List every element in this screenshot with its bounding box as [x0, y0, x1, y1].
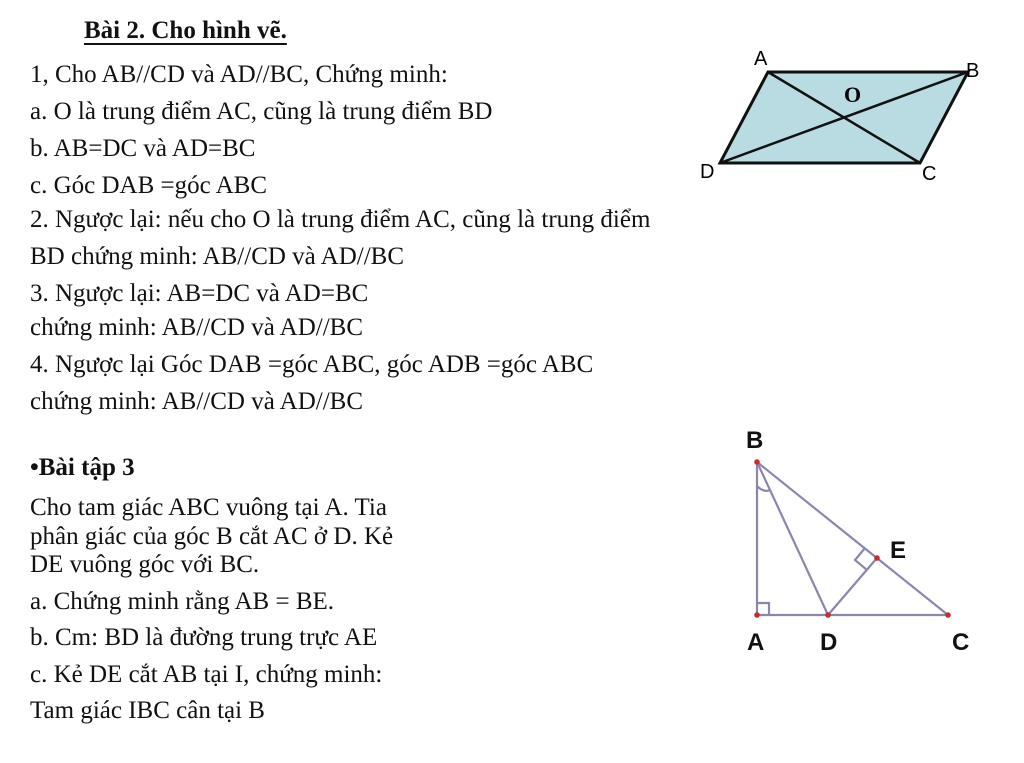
bai3-line-1: Cho tam giác ABC vuông tại A. Tia — [30, 494, 387, 521]
bai2-line-10: chứng minh: AB//CD và AD//BC — [30, 388, 364, 415]
bai2-line-1: 1, Cho AB//CD và AD//BC, Chứng minh: — [30, 61, 448, 88]
label-point-a: A — [754, 48, 768, 70]
label-point-b: B — [966, 60, 980, 82]
label-point-b: B — [746, 427, 764, 454]
point-c — [945, 612, 951, 618]
right-angle-mark-e — [855, 548, 867, 570]
point-d — [825, 612, 831, 618]
segment-bd — [757, 462, 828, 615]
segment-bc — [757, 462, 948, 615]
bai3-line-7: Tam giác IBC cân tại B — [30, 697, 265, 724]
label-point-e: E — [890, 537, 907, 564]
label-point-d: D — [820, 629, 838, 656]
parallelogram-figure — [690, 40, 1000, 190]
label-point-c: C — [922, 163, 937, 185]
label-point-a: A — [747, 629, 765, 656]
point-a — [754, 612, 760, 618]
label-point-o: O — [844, 82, 862, 107]
right-triangle-figure — [730, 420, 1000, 660]
bai3-line-5: b. Cm: BD là đường trung trực AE — [30, 624, 378, 651]
point-b — [754, 459, 760, 465]
bai2-line-9: 4. Ngược lại Góc DAB =góc ABC, góc ADB =góc ABC — [30, 351, 594, 378]
bai2-line-7: 3. Ngược lại: AB=DC và AD=BC — [30, 280, 369, 307]
bai3-line-6: c. Kẻ DE cắt AB tại I, chứng minh: — [30, 661, 383, 688]
point-e — [874, 555, 880, 561]
bai2-title: Bài 2. Cho hình vẽ. — [84, 17, 287, 44]
bai2-line-4: c. Góc DAB =góc ABC — [30, 172, 267, 199]
bai2-line-5: 2. Ngược lại: nếu cho O là trung điểm AC, cũng là trung điểm — [30, 206, 651, 233]
bai2-line-6: BD chứng minh: AB//CD và AD//BC — [30, 243, 404, 270]
bai2-line-8: chứng minh: AB//CD và AD//BC — [30, 314, 364, 341]
bai3-title: •Bài tập 3 — [30, 454, 135, 481]
bai2-line-3: b. AB=DC và AD=BC — [30, 135, 256, 162]
bai3-line-3: DE vuông góc với BC. — [30, 551, 260, 578]
segment-de — [828, 558, 877, 615]
bai3-line-2: phân giác của góc B cắt AC ở D. Kẻ — [30, 523, 394, 550]
label-point-d: D — [700, 161, 715, 183]
bai2-line-2: a. O là trung điểm AC, cũng là trung điểm BD — [30, 98, 493, 125]
label-point-c: C — [952, 629, 970, 656]
bai3-line-4: a. Chứng minh rằng AB = BE. — [30, 588, 335, 615]
